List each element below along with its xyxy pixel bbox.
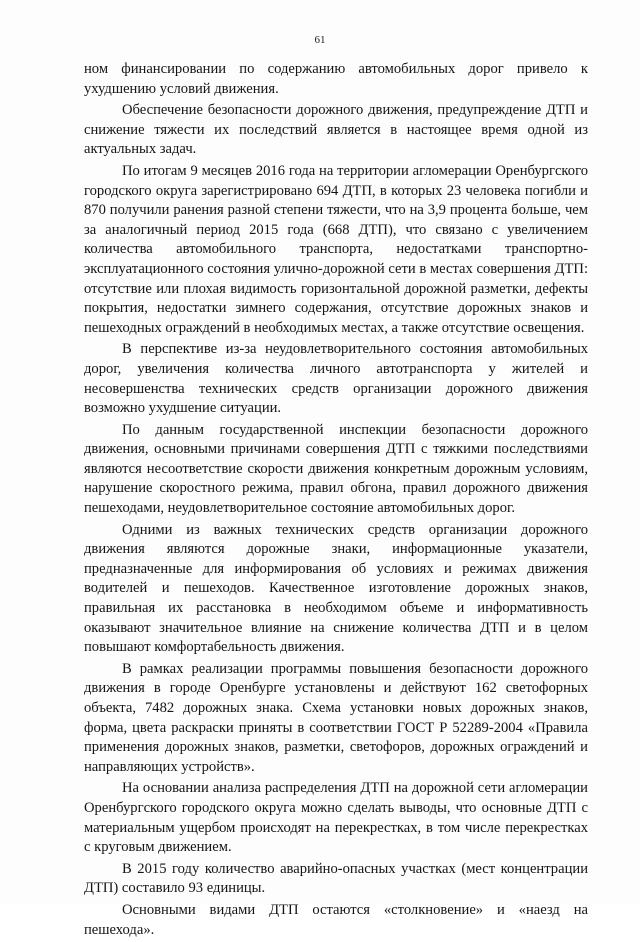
paragraph-main-causes: По данным государственной инспекции безопасности дорожного движения, основными причинами совершения ДТП с тяжкими последствиями являются несоответствие скорости движения конкретным дорожным условиям, нарушение скоростного режима, правил обгона, правил дорожного движения пешеходами, неудовлетворительное состояние автомобильных дорог. [84,421,588,517]
page-number: 61 [314,34,326,46]
paragraph-program-implementation: В рамках реализации программы повышения безопасности дорожного движения в городе Оренбурге установлены и действуют 162 светофорных объекта, 7482 дорожных знака. Схема установки новых дорожных знаков, форма, цвета раскраски приняты в соответствии ГОСТ Р 52289-2004 «Правила применения дорожных знаков, разметки, светофоров, дорожных ограждений и направляющих устройств». [84,660,588,775]
paragraph-analysis-conclusions: На основании анализа распределения ДТП на дорожной сети агломерации Оренбургского городского округа можно сделать выводы, что основные ДТП с материальным ущербом происходят на перекрестках, в том числе перекрестках с круговым движением. [84,780,588,856]
paragraph-accident-statistics: По итогам 9 месяцев 2016 года на территории агломерации Оренбургского городского округа зарегистрировано 694 ДТП, в которых 23 человека погибли и 870 получили ранения разной степени тяжести, что на 3,9 процента больше, чем за аналогичный период 2015 года (668 ДТП), что связано с увеличением количества автомобильного транспорта, недостатками транспортно-эксплуатационного состояния улично-дорожной сети в местах совершения ДТП: отсутствие или плохая видимость горизонтальной дорожной разметки, дефекты покрытия, недостатки зимнего содержания, отсутствие дорожных знаков и пешеходных ограждений в необходимых местах, а также отсутствие освещения. [84,162,588,336]
paragraph-accident-types: Основными видами ДТП остаются «столкновение» и «наезд на пешехода». [84,901,588,938]
paragraph-hazardous-sites: В 2015 году количество аварийно-опасных участках (мест концентрации ДТП) составило 93 единицы. [84,860,588,897]
paragraph-road-safety-task: Обеспечение безопасности дорожного движения, предупреждение ДТП и снижение тяжести их последствий является в настоящее время одной из актуальных задач. [84,102,588,158]
paragraph-road-signs: Одними из важных технических средств организации дорожного движения являются дорожные знаки, информационные указатели, предназначенные для информирования об условиях и режимах движения водителей и пешеходов. Качественное изготовление дорожных знаков, правильная их расстановка в необходимом объеме и информативность оказывают значительное влияние на снижение количества ДТП и в целом повышают комфортабельность движения. [84,521,588,656]
paragraph-outlook: В перспективе из-за неудовлетворительного состояния автомобильных дорог, увеличения количества личного автотранспорта у жителей и несовершенства технических средств организации дорожного движения возможно ухудшение ситуации. [84,341,588,417]
page-body [84,60,588,942]
paragraph-continuation: ном финансировании по содержанию автомобильных дорог привело к ухудшению условий движения. [84,61,588,97]
